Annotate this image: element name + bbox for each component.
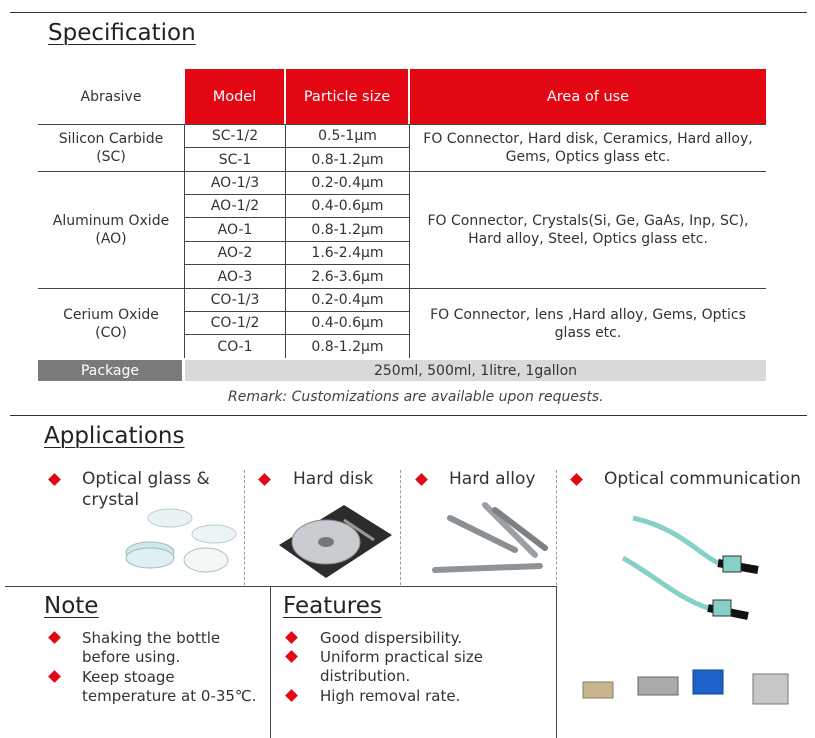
bullet-icon	[285, 689, 298, 702]
divider	[556, 470, 557, 585]
size-cell: 0.8-1.2μm	[311, 221, 384, 238]
bullet-icon	[285, 650, 298, 663]
divider	[244, 470, 245, 585]
app-label: Hard alloy	[449, 469, 536, 489]
area-cell: FO Connector, Hard disk, Ceramics, Hard alloy, Gems, Optics glass etc.	[423, 131, 753, 165]
size-cell: 2.6-3.6μm	[311, 268, 384, 285]
note-item: Keep stoage temperature at 0-35℃.	[82, 668, 257, 705]
model-cell: SC-1	[218, 151, 252, 168]
model-cell: CO-1	[217, 338, 253, 355]
feature-item: Uniform practical size distribution.	[320, 648, 484, 685]
size-cell: 0.2-0.4μm	[311, 175, 384, 191]
app-label: Hard disk	[293, 469, 374, 489]
size-cell: 0.8-1.2μm	[311, 338, 384, 355]
app-label: Optical glass & crystal	[82, 469, 210, 510]
header-particle-size: Particle size	[286, 69, 408, 124]
bullet-icon	[415, 473, 428, 486]
size-cell: 0.2-0.4μm	[311, 292, 384, 308]
abrasive-name: Aluminum Oxide (AO)	[52, 213, 170, 247]
model-cell: AO-1	[217, 221, 253, 238]
top-divider	[10, 12, 807, 13]
size-cell: 0.8-1.2μm	[311, 151, 384, 168]
hard-disk-icon	[274, 500, 394, 580]
model-cell: CO-1/2	[210, 315, 260, 331]
model-cell: AO-3	[217, 268, 253, 285]
box-border	[270, 586, 271, 738]
box-border	[556, 586, 557, 738]
model-cell: AO-1/2	[210, 198, 260, 214]
package-label: Package	[38, 360, 182, 381]
abrasive-name: Cerium Oxide (CO)	[63, 306, 159, 341]
size-cell: 1.6-2.4μm	[311, 245, 384, 261]
divider	[400, 470, 401, 585]
package-value: 250ml, 500ml, 1litre, 1gallon	[185, 360, 766, 381]
bullet-icon	[48, 631, 61, 644]
header-abrasive: Abrasive	[80, 88, 142, 105]
model-cell: AO-2	[217, 245, 253, 261]
header-area-of-use: Area of use	[410, 69, 766, 124]
header-model: Model	[185, 69, 284, 124]
model-cell: SC-1/2	[211, 128, 259, 144]
area-cell: FO Connector, lens ,Hard alloy, Gems, Optics glass etc.	[430, 306, 746, 341]
bullet-icon	[48, 473, 61, 486]
lens-icon	[122, 508, 242, 578]
bullet-icon	[48, 670, 61, 683]
spec-title: Specification	[48, 20, 196, 46]
size-cell: 0.5-1μm	[318, 128, 377, 144]
features-title: Features	[283, 593, 382, 619]
connectors-icon	[578, 662, 803, 722]
abrasive-name: Silicon Carbide (SC)	[58, 131, 164, 165]
model-cell: AO-1/3	[210, 175, 260, 191]
fiber-cable-icon	[618, 508, 798, 638]
model-cell: CO-1/3	[210, 292, 260, 308]
remark-text: Remark: Customizations are available upon requests.	[228, 389, 604, 405]
area-cell: FO Connector, Crystals(Si, Ge, GaAs, Inp, SC), Hard alloy, Steel, Optics glass etc.	[427, 213, 749, 247]
note-title: Note	[44, 593, 99, 619]
note-item: Shaking the bottle before using.	[82, 629, 221, 666]
section-divider	[10, 415, 807, 416]
app-label: Optical communication	[604, 469, 801, 489]
bullet-icon	[285, 631, 298, 644]
size-cell: 0.4-0.6μm	[311, 315, 384, 331]
alloy-rods-icon	[425, 500, 555, 580]
bullet-icon	[570, 473, 583, 486]
size-cell: 0.4-0.6μm	[311, 198, 384, 214]
bullet-icon	[258, 473, 271, 486]
box-border	[5, 586, 557, 587]
feature-item: High removal rate.	[320, 687, 461, 705]
applications-title: Applications	[44, 423, 185, 449]
feature-item: Good dispersibility.	[320, 629, 463, 647]
